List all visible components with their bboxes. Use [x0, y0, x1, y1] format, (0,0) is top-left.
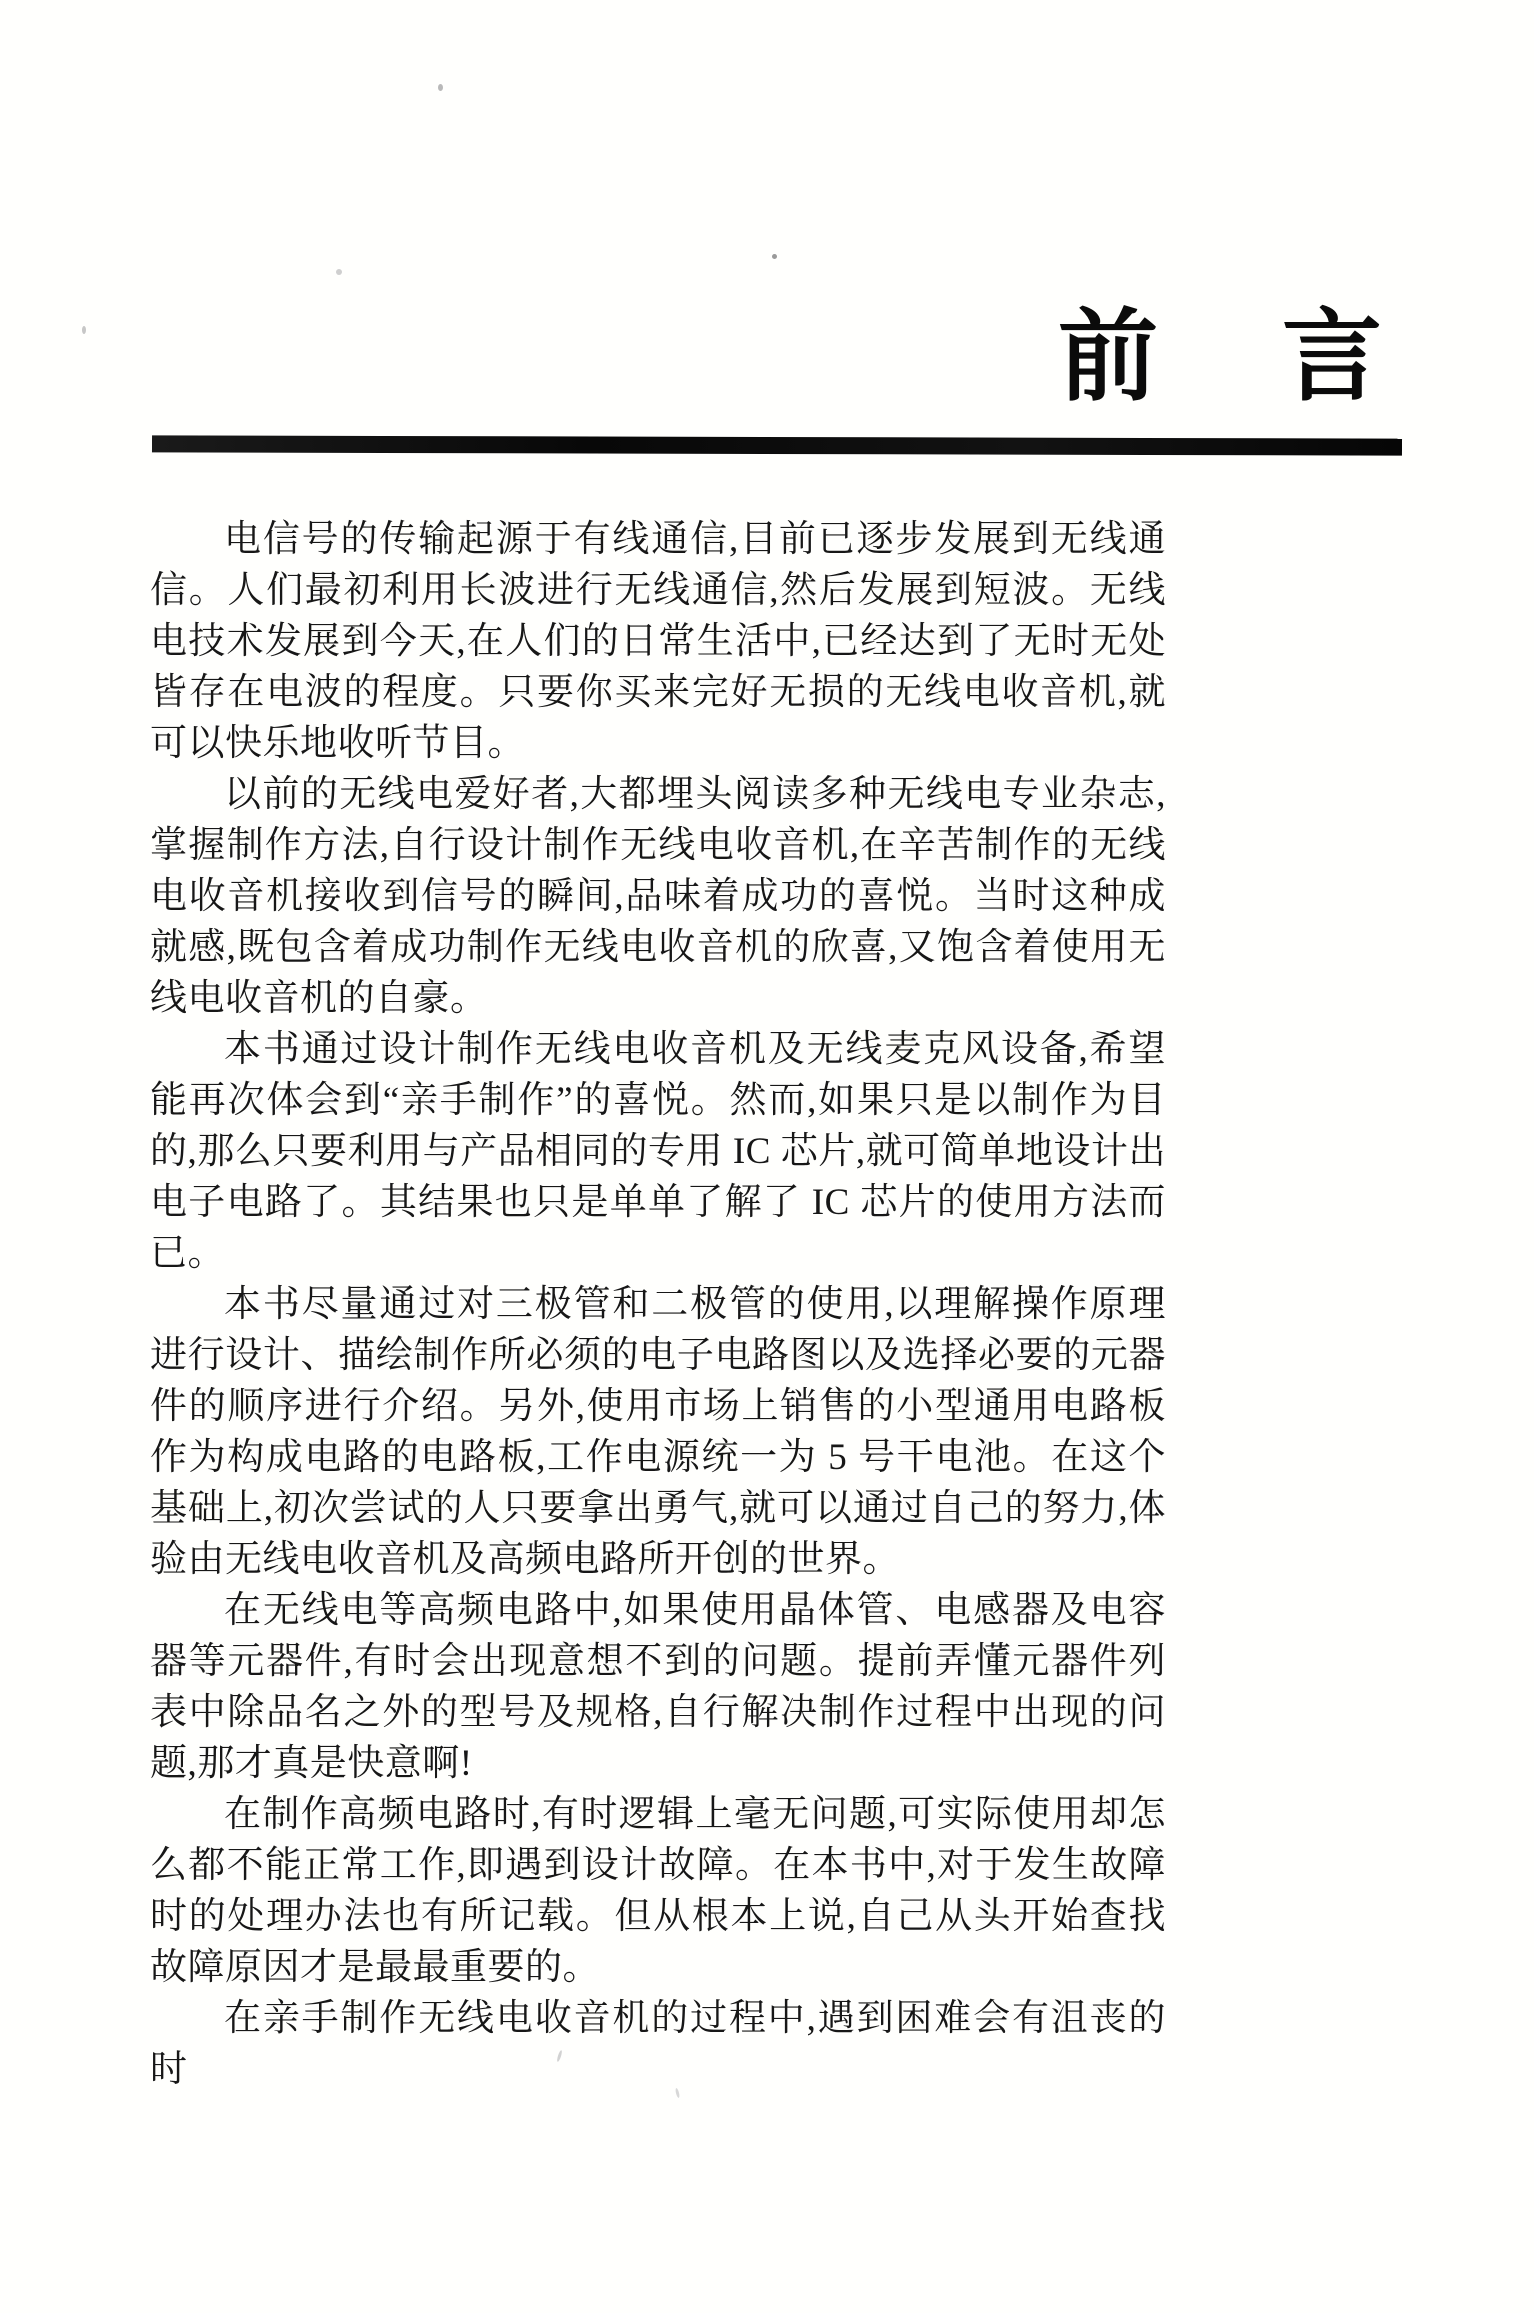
preface-paragraph-6: 在制作高频电路时,有时逻辑上毫无问题,可实际使用却怎么都不能正常工作,即遇到设计故障。在本书中,对于发生故障时的处理办法也有所记载。但从根本上说,自己从头开始查找故障原因才是最最重要的。 [150, 1794, 1166, 1988]
preface-paragraph-7: 在亲手制作无线电收音机的过程中,遇到困难会有沮丧的时 [150, 1998, 1166, 2090]
preface-paragraph-4: 本书尽量通过对三极管和二极管的使用,以理解操作原理进行设计、描绘制作所必须的电子电路图以及选择必要的元器件的顺序进行介绍。另外,使用市场上销售的小型通用电路板作为构成电路的电路板,工作电源统一为 5 号干电池。在这个基础上,初次尝试的人只要拿出勇气,就可以通过自己的努力,体验由无线电收音机及高频电路所开创的世界。 [150, 1284, 1166, 1580]
scan-speck [82, 326, 86, 334]
title-char-qian: 前 [1058, 298, 1158, 415]
scan-speck [438, 84, 443, 91]
preface-paragraph-5: 在无线电等高频电路中,如果使用晶体管、电感器及电容器等元器件,有时会出现意想不到的问题。提前弄懂元器件列表中除品名之外的型号及规格,自行解决制作过程中出现的问题,那才真是快意啊! [150, 1590, 1166, 1784]
preface-paragraph-2: 以前的无线电爱好者,大都埋头阅读多种无线电专业杂志,掌握制作方法,自行设计制作无线电收音机,在辛苦制作的无线电收音机接收到信号的瞬间,品味着成功的喜悦。当时这种成就感,既包含着成功制作无线电收音机的欣喜,又饱含着使用无线电收音机的自豪。 [150, 774, 1166, 1019]
preface-body [150, 514, 1166, 2095]
scan-speck [772, 254, 777, 259]
title-char-yan: 言 [1282, 298, 1382, 415]
scan-speck [336, 269, 342, 275]
page-title [1058, 298, 1382, 415]
title-divider-rule [152, 435, 1402, 455]
preface-paragraph-3: 本书通过设计制作无线电收音机及无线麦克风设备,希望能再次体会到“亲手制作”的喜悦。然而,如果只是以制作为目的,那么只要利用与产品相同的专用 IC 芯片,就可简单地设计出电子电路了。其结果也只是单单了解了 IC 芯片的使用方法而已。 [150, 1029, 1166, 1274]
preface-paragraph-1: 电信号的传输起源于有线通信,目前已逐步发展到无线通信。人们最初利用长波进行无线通信,然后发展到短波。无线电技术发展到今天,在人们的日常生活中,已经达到了无时无处皆存在电波的程度。只要你买来完好无损的无线电收音机,就可以快乐地收听节目。 [150, 519, 1166, 764]
